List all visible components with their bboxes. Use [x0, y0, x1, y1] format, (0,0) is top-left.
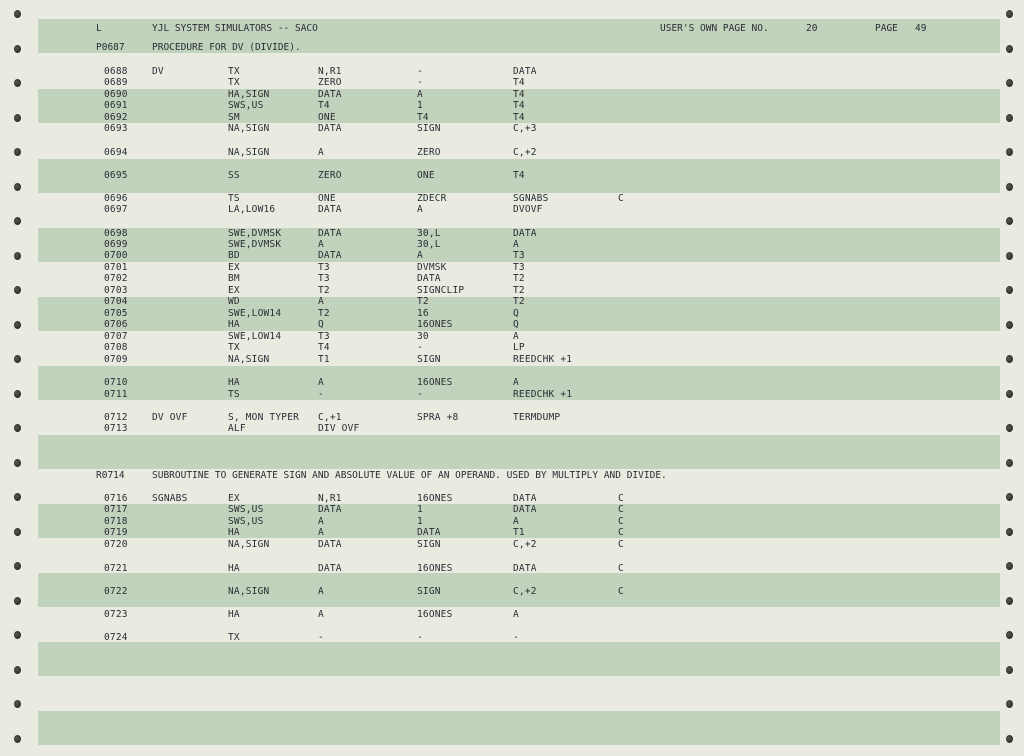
line-operand-c: SGNABS — [513, 193, 549, 204]
line-seq: 0723 — [104, 609, 128, 620]
line-op: SWE,DVMSK — [228, 228, 282, 239]
line-op: NA,SIGN — [228, 123, 270, 134]
line-operand-c: DATA — [513, 504, 537, 515]
listing-line — [0, 228, 1024, 239]
line-seq: 0707 — [104, 331, 128, 342]
line-flag: C — [618, 516, 624, 527]
line-seq: 0690 — [104, 89, 128, 100]
line-flag: C — [618, 193, 624, 204]
listing-line — [0, 204, 1024, 215]
line-operand-c: T4 — [513, 112, 525, 123]
line-operand-a: DATA — [318, 539, 342, 550]
line-operand-a: DATA — [318, 563, 342, 574]
listing-line — [0, 273, 1024, 284]
line-seq: 0688 — [104, 66, 128, 77]
line-seq: 0722 — [104, 586, 128, 597]
listing-line — [0, 319, 1024, 330]
line-operand-b: 30,L — [417, 239, 441, 250]
line-flag: C — [618, 504, 624, 515]
tractor-hole — [14, 597, 21, 605]
line-op: TX — [228, 632, 240, 643]
tractor-hole — [1006, 217, 1013, 225]
users-page-number: 20 — [806, 23, 818, 34]
line-operand-c: REEDCHK +1 — [513, 389, 573, 400]
line-operand-a: A — [318, 516, 324, 527]
line-operand-a: A — [318, 147, 324, 158]
page-label: PAGE — [875, 23, 898, 34]
line-operand-a: - — [318, 389, 324, 400]
line-operand-c: - — [513, 632, 519, 643]
line-operand-a: ONE — [318, 112, 336, 123]
line-op: WD — [228, 296, 240, 307]
line-operand-b: ZDECR — [417, 193, 447, 204]
line-operand-b: 16ONES — [417, 319, 453, 330]
line-op: HA — [228, 609, 240, 620]
line-operand-c: T2 — [513, 296, 525, 307]
line-operand-b: ZERO — [417, 147, 441, 158]
listing-line — [0, 308, 1024, 319]
line-seq: 0708 — [104, 342, 128, 353]
tractor-hole — [1006, 10, 1013, 18]
line-operand-c: DATA — [513, 66, 537, 77]
line-operand-b: A — [417, 250, 423, 261]
line-op: SWE,LOW14 — [228, 331, 282, 342]
line-seq: 0699 — [104, 239, 128, 250]
line-flag: C — [618, 586, 624, 597]
line-operand-a: T2 — [318, 308, 330, 319]
tractor-hole — [1006, 183, 1013, 191]
listing-line — [0, 123, 1024, 134]
listing-line — [0, 377, 1024, 388]
line-seq: 0711 — [104, 389, 128, 400]
line-op: NA,SIGN — [228, 354, 270, 365]
line-op: NA,SIGN — [228, 147, 270, 158]
tractor-hole — [1006, 700, 1013, 708]
line-seq: 0705 — [104, 308, 128, 319]
listing-line — [0, 170, 1024, 181]
line-operand-a: DATA — [318, 228, 342, 239]
tractor-hole — [14, 735, 21, 743]
header-marker: L — [96, 23, 102, 34]
line-operand-c: A — [513, 331, 519, 342]
line-seq: 0720 — [104, 539, 128, 550]
line-operand-a: T3 — [318, 262, 330, 273]
line-operand-c: T4 — [513, 77, 525, 88]
line-operand-a: T3 — [318, 331, 330, 342]
line-operand-c: C,+2 — [513, 539, 537, 550]
tractor-hole — [1006, 735, 1013, 743]
listing-line — [0, 354, 1024, 365]
line-op: SS — [228, 170, 240, 181]
tractor-hole — [14, 459, 21, 467]
line-op: LA,LOW16 — [228, 204, 276, 215]
listing-line — [0, 632, 1024, 643]
line-operand-a: ZERO — [318, 77, 342, 88]
tractor-hole — [1006, 459, 1013, 467]
line-op: ALF — [228, 423, 246, 434]
line-operand-b: 16ONES — [417, 377, 453, 388]
line-operand-b: 1 — [417, 516, 423, 527]
line-op: BM — [228, 273, 240, 284]
line-seq: 0700 — [104, 250, 128, 261]
line-op: SWE,LOW14 — [228, 308, 282, 319]
line-operand-b: SIGN — [417, 539, 441, 550]
line-operand-b: 16ONES — [417, 493, 453, 504]
line-operand-c: A — [513, 609, 519, 620]
line-seq: 0716 — [104, 493, 128, 504]
listing-line — [0, 342, 1024, 353]
line-op: BD — [228, 250, 240, 261]
line-seq: 0701 — [104, 262, 128, 273]
line-operand-c: T4 — [513, 170, 525, 181]
listing-line — [0, 239, 1024, 250]
line-seq: 0695 — [104, 170, 128, 181]
line-operand-a: T2 — [318, 285, 330, 296]
line-operand-a: DATA — [318, 250, 342, 261]
line-operand-b: 30 — [417, 331, 429, 342]
line-operand-b: A — [417, 89, 423, 100]
tractor-hole — [14, 700, 21, 708]
listing-line — [0, 193, 1024, 204]
line-operand-a: N,R1 — [318, 493, 342, 504]
line-operand-a: A — [318, 239, 324, 250]
line-label: DV OVF — [152, 412, 188, 423]
line-operand-b: SIGN — [417, 123, 441, 134]
line-operand-c: C,+3 — [513, 123, 537, 134]
procedure-heading: PROCEDURE FOR DV (DIVIDE). — [152, 42, 301, 53]
line-operand-b: DATA — [417, 527, 441, 538]
line-operand-a: - — [318, 632, 324, 643]
line-flag: C — [618, 493, 624, 504]
line-op: SWS,US — [228, 516, 264, 527]
listing-line — [0, 331, 1024, 342]
line-operand-c: REEDCHK +1 — [513, 354, 573, 365]
line-operand-b: SIGNCLIP — [417, 285, 465, 296]
line-operand-a: T4 — [318, 342, 330, 353]
line-operand-a: A — [318, 609, 324, 620]
line-operand-c: T2 — [513, 273, 525, 284]
procedure-seq: P0687 — [96, 42, 125, 53]
line-flag: C — [618, 539, 624, 550]
line-seq: 0697 — [104, 204, 128, 215]
line-operand-a: DATA — [318, 504, 342, 515]
line-operand-c: T4 — [513, 89, 525, 100]
green-band — [38, 435, 1000, 469]
page-number: 49 — [915, 23, 927, 34]
line-op: TX — [228, 77, 240, 88]
line-op: EX — [228, 285, 240, 296]
line-operand-a: A — [318, 527, 324, 538]
listing-line — [0, 147, 1024, 158]
line-operand-a: Q — [318, 319, 324, 330]
line-operand-c: C,+2 — [513, 586, 537, 597]
listing-line — [0, 112, 1024, 123]
line-seq: 0702 — [104, 273, 128, 284]
listing-line — [0, 250, 1024, 261]
listing-line — [0, 563, 1024, 574]
listing-line — [0, 66, 1024, 77]
tractor-hole — [14, 45, 21, 53]
line-seq: 0696 — [104, 193, 128, 204]
line-op: NA,SIGN — [228, 539, 270, 550]
line-op: TX — [228, 342, 240, 353]
line-seq: 0719 — [104, 527, 128, 538]
tractor-hole — [1006, 666, 1013, 674]
line-operand-b: T2 — [417, 296, 429, 307]
line-seq: 0713 — [104, 423, 128, 434]
listing-line — [0, 262, 1024, 273]
line-op: EX — [228, 493, 240, 504]
line-operand-c: Q — [513, 319, 519, 330]
listing-line — [0, 389, 1024, 400]
line-operand-a: T4 — [318, 100, 330, 111]
green-band — [38, 642, 1000, 676]
line-operand-a: T3 — [318, 273, 330, 284]
line-operand-b: 16ONES — [417, 563, 453, 574]
line-operand-b: - — [417, 342, 423, 353]
listing-line — [0, 609, 1024, 620]
listing-line — [0, 539, 1024, 550]
line-operand-b: - — [417, 389, 423, 400]
subroutine-heading: SUBROUTINE TO GENERATE SIGN AND ABSOLUTE VALUE OF AN OPERAND. USED BY MULTIPLY AND DIVIDE. — [152, 470, 667, 481]
users-page-label: USER'S OWN PAGE NO. — [660, 23, 769, 34]
line-operand-b: 30,L — [417, 228, 441, 239]
line-operand-a: A — [318, 296, 324, 307]
line-operand-c: T4 — [513, 100, 525, 111]
tractor-hole — [14, 10, 21, 18]
line-operand-a: ONE — [318, 193, 336, 204]
line-seq: 0698 — [104, 228, 128, 239]
tractor-hole — [1006, 45, 1013, 53]
line-op: HA — [228, 527, 240, 538]
listing-line — [0, 493, 1024, 504]
line-seq: 0694 — [104, 147, 128, 158]
listing-line — [0, 586, 1024, 597]
line-operand-a: ZERO — [318, 170, 342, 181]
line-operand-b: DATA — [417, 273, 441, 284]
tractor-hole — [14, 183, 21, 191]
line-operand-b: 1 — [417, 504, 423, 515]
line-label: SGNABS — [152, 493, 188, 504]
line-operand-b: 16ONES — [417, 609, 453, 620]
line-seq: 0704 — [104, 296, 128, 307]
line-operand-c: LP — [513, 342, 525, 353]
line-op: EX — [228, 262, 240, 273]
line-operand-c: T3 — [513, 262, 525, 273]
line-seq: 0703 — [104, 285, 128, 296]
tractor-hole — [1006, 597, 1013, 605]
line-operand-b: - — [417, 66, 423, 77]
line-operand-a: N,R1 — [318, 66, 342, 77]
line-op: TX — [228, 66, 240, 77]
line-op: HA — [228, 319, 240, 330]
tractor-hole — [14, 666, 21, 674]
line-operand-c: T3 — [513, 250, 525, 261]
line-seq: 0717 — [104, 504, 128, 515]
line-operand-c: A — [513, 516, 519, 527]
line-op: S, MON TYPER — [228, 412, 300, 423]
line-operand-c: DATA — [513, 563, 537, 574]
line-op: HA — [228, 377, 240, 388]
listing-line — [0, 77, 1024, 88]
line-op: TS — [228, 193, 240, 204]
line-operand-b: - — [417, 77, 423, 88]
line-seq: 0709 — [104, 354, 128, 365]
line-op: TS — [228, 389, 240, 400]
line-label: DV — [152, 66, 164, 77]
line-operand-a: C,+1 — [318, 412, 342, 423]
line-operand-c: TERMDUMP — [513, 412, 561, 423]
listing-line — [0, 285, 1024, 296]
line-operand-a: DATA — [318, 204, 342, 215]
line-flag: C — [618, 527, 624, 538]
green-band — [38, 711, 1000, 745]
listing-line — [0, 423, 1024, 434]
line-operand-c: DATA — [513, 228, 537, 239]
line-operand-c: DVOVF — [513, 204, 543, 215]
line-op: SM — [228, 112, 240, 123]
line-op: SWE,DVMSK — [228, 239, 282, 250]
line-seq: 0712 — [104, 412, 128, 423]
line-seq: 0706 — [104, 319, 128, 330]
system-title: YJL SYSTEM SIMULATORS -- SACO — [152, 23, 318, 34]
line-operand-a: DIV OVF — [318, 423, 360, 434]
line-operand-a: A — [318, 377, 324, 388]
line-operand-b: SPRA +8 — [417, 412, 459, 423]
line-op: HA — [228, 563, 240, 574]
line-op: SWS,US — [228, 504, 264, 515]
listing-line — [0, 296, 1024, 307]
line-operand-b: 1 — [417, 100, 423, 111]
line-seq: 0724 — [104, 632, 128, 643]
line-seq: 0692 — [104, 112, 128, 123]
tractor-hole — [14, 217, 21, 225]
line-seq: 0721 — [104, 563, 128, 574]
line-operand-b: A — [417, 204, 423, 215]
line-flag: C — [618, 563, 624, 574]
line-operand-a: DATA — [318, 123, 342, 134]
line-operand-a: DATA — [318, 89, 342, 100]
line-operand-c: T2 — [513, 285, 525, 296]
line-seq: 0689 — [104, 77, 128, 88]
line-operand-a: T1 — [318, 354, 330, 365]
line-operand-b: T4 — [417, 112, 429, 123]
line-seq: 0710 — [104, 377, 128, 388]
line-operand-a: A — [318, 586, 324, 597]
line-operand-b: SIGN — [417, 354, 441, 365]
subroutine-seq: R0714 — [96, 470, 125, 481]
line-seq: 0693 — [104, 123, 128, 134]
listing-line — [0, 100, 1024, 111]
listing-line — [0, 527, 1024, 538]
line-operand-c: T1 — [513, 527, 525, 538]
line-operand-c: Q — [513, 308, 519, 319]
line-operand-c: A — [513, 239, 519, 250]
line-operand-c: DATA — [513, 493, 537, 504]
line-op: HA,SIGN — [228, 89, 270, 100]
line-operand-b: SIGN — [417, 586, 441, 597]
line-operand-b: ONE — [417, 170, 435, 181]
listing-line — [0, 504, 1024, 515]
line-op: NA,SIGN — [228, 586, 270, 597]
line-seq: 0691 — [104, 100, 128, 111]
line-operand-b: DVMSK — [417, 262, 447, 273]
line-operand-c: A — [513, 377, 519, 388]
listing-line — [0, 516, 1024, 527]
listing-line — [0, 89, 1024, 100]
line-operand-b: 16 — [417, 308, 429, 319]
listing-line — [0, 412, 1024, 423]
line-seq: 0718 — [104, 516, 128, 527]
line-operand-c: C,+2 — [513, 147, 537, 158]
line-op: SWS,US — [228, 100, 264, 111]
line-operand-b: - — [417, 632, 423, 643]
